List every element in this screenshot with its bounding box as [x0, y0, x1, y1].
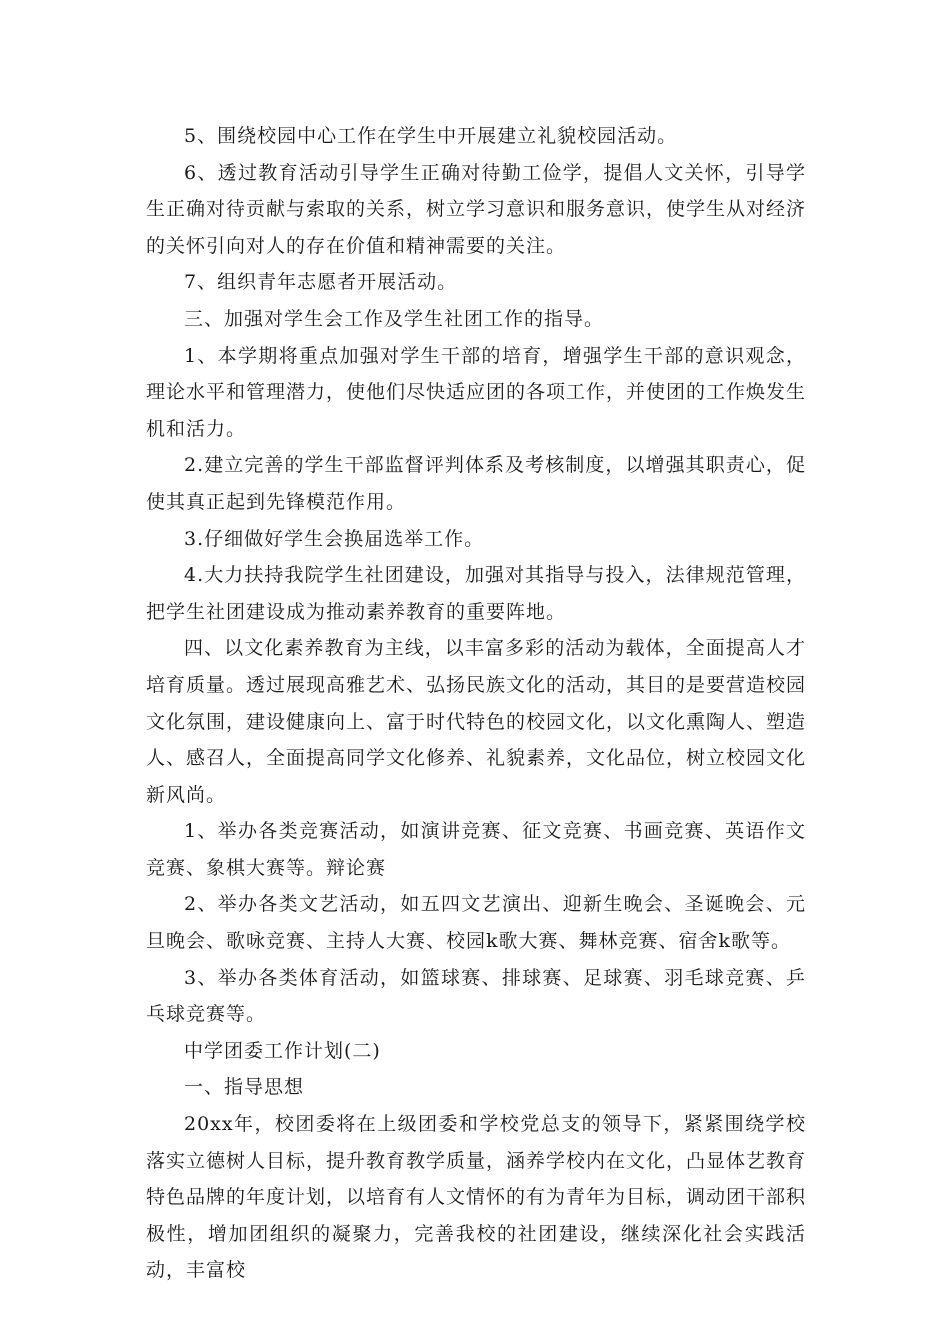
paragraph-item-5: 5、围绕校园中心工作在学生中开展建立礼貌校园活动。 — [184, 125, 678, 147]
paragraph-item-competitions: 1、举办各类竞赛活动，如演讲竞赛、征文竞赛、书画竞赛、英语作文竞赛、象棋大赛等。辩论赛 — [146, 820, 806, 879]
section-heading-3: 三、加强对学生会工作及学生社团工作的指导。 — [184, 307, 605, 330]
paragraph-item-arts: 2、举办各类文艺活动，如五四文艺演出、迎新生晚会、圣诞晚会、元旦晚会、歌咏竞赛、主持人大赛、校园k歌大赛、舞林竞赛、宿舍k歌等。 — [146, 893, 806, 953]
paragraph-item-4: 4.大力扶持我院学生社团建设，加强对其指导与投入，法律规范管理，把学生社团建设成为推动素养教育的重要阵地。 — [146, 564, 806, 623]
section-heading-guiding-thought: 一、指导思想 — [184, 1076, 305, 1099]
paragraph-item-2: 2.建立完善的学生干部监督评判体系及考核制度，以增强其职责心，促使其真正起到先锋模范作用。 — [146, 454, 806, 513]
paragraph-item-6: 6、透过教育活动引导学生正确对待勤工俭学，提倡人文关怀，引导学生正确对待贡献与索取的关系，树立学习意识和服务意识，使学生从对经济的关怀引向对人的存在价值和精神需要的关注。 — [146, 161, 807, 257]
paragraph-item-sports: 3、举办各类体育活动，如篮球赛、排球赛、足球赛、羽毛球竞赛、乒乓球竞赛等。 — [146, 966, 806, 1026]
paragraph-item-3: 3.仔细做好学生会换届选举工作。 — [184, 527, 485, 550]
paragraph-guiding-thought: 20xx年，校团委将在上级团委和学校党总支的领导下，紧紧围绕学校落实立德树人目标，提升教育教学质量，涵养学校内在文化，凸显体艺教育特色品牌的年度计划，以培育有人文情怀的有为青年为目标，调动团干部积极性，增加团组织的凝聚力，完善我校的社团建设，继续深化社会实践活动，丰富校 — [146, 1113, 807, 1282]
section-heading-4: 四、以文化素养教育为主线，以丰富多彩的活动为载体，全面提高人才培育质量。透过展现高雅艺术、弘扬民族文化的活动，其目的是要营造校园文化氛围，建设健康向上、富于时代特色的校园文化，以文化熏陶人、塑造人、感召人，全面提高同学文化修养、礼貌素养，文化品位，树立校园文化新风尚。 — [146, 637, 807, 806]
document-subtitle: 中学团委工作计划(二) — [184, 1039, 381, 1062]
paragraph-item-1: 1、本学期将重点加强对学生干部的培育，增强学生干部的意识观念，理论水平和管理潜力，使他们尽快适应团的各项工作，并使团的工作焕发生机和活力。 — [146, 344, 807, 440]
document-body — [146, 118, 806, 1289]
paragraph-item-7: 7、组织青年志愿者开展活动。 — [184, 271, 458, 294]
